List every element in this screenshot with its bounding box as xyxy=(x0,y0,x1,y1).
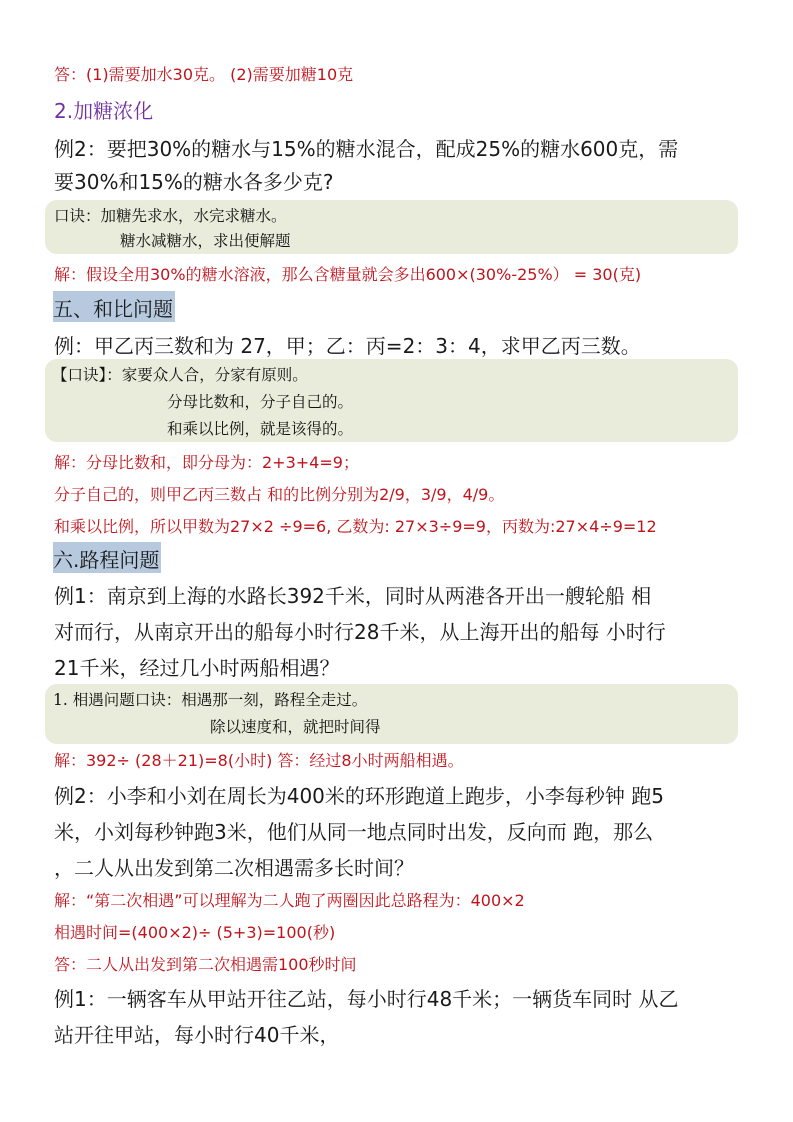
example-3-line: 站开往甲站，每小时行40千米， xyxy=(54,1023,340,1047)
example-1-line: 对而行，从南京开出的船每小时行28千米，从上海开出的船每 小时行 xyxy=(54,620,666,644)
mnemonic-line: 分母比数和，分子自己的。 xyxy=(167,393,354,411)
section-title: 六.路程问题 xyxy=(53,542,161,573)
solution-line: 分子自己的，则甲乙丙三数占 和的比例分别为2/9，3/9，4/9。 xyxy=(54,485,505,504)
mnemonic-line: 除以速度和，就把时间得 xyxy=(210,718,381,736)
solution-line: 和乘以比例，所以甲数为27×2 ÷9=6, 乙数为: 27×3÷9=9，丙数为:27×4÷9=12 xyxy=(54,517,657,536)
section-heading-sum-ratio xyxy=(53,291,175,322)
mnemonic-line: 和乘以比例，就是该得的。 xyxy=(167,420,354,438)
section-title: 五、和比问题 xyxy=(53,291,175,322)
solution-text: 解：392÷ (28＋21)=8(小时) 答：经过8小时两船相遇。 xyxy=(54,751,464,770)
example-2-line-2: 要30%和15%的糖水各多少克? xyxy=(54,170,334,194)
example-3-line: 例1：一辆客车从甲站开往乙站，每小时行48千米；一辆货车同时 从乙 xyxy=(54,987,679,1011)
mnemonic-line: 1. 相遇问题口诀：相遇那一刻，路程全走过。 xyxy=(53,691,368,709)
example-2-line: 例2：小李和小刘在周长为400米的环形跑道上跑步，小李每秒钟 跑5 xyxy=(54,784,664,808)
solution-line: 解：“第二次相遇”可以理解为二人跑了两圈因此总路程为：400×2 xyxy=(54,891,525,910)
mnemonic-box-meeting xyxy=(45,684,738,744)
solution-line: 答：二人从出发到第二次相遇需100秒时间 xyxy=(54,955,357,974)
example-1-line: 例1：南京到上海的水路长392千米，同时从两港各开出一艘轮船 相 xyxy=(54,584,652,608)
solution-line: 相遇时间=(400×2)÷ (5+3)=100(秒) xyxy=(54,923,336,942)
mnemonic-box-sum-ratio xyxy=(45,359,738,442)
example-2-line: ，二人从出发到第二次相遇需多长时间？ xyxy=(54,856,414,880)
mnemonic-line: 糖水减糖水，求出便解题 xyxy=(120,232,291,250)
mnemonic-line: 口诀：加糖先求水，水完求糖水。 xyxy=(54,207,287,225)
answer-text: 答：(1)需要加水30克。 (2)需要加糖10克 xyxy=(54,65,354,84)
example-1-line: 21千米，经过几小时两船相遇？ xyxy=(54,656,340,680)
example-sum-ratio: 例：甲乙丙三数和为 27，甲；乙：丙=2：3：4，求甲乙丙三数。 xyxy=(54,334,641,358)
mnemonic-box-sugar xyxy=(45,200,738,254)
subheading-add-sugar: 2.加糖浓化 xyxy=(54,99,154,123)
solution-line: 解：分母比数和，即分母为：2+3+4=9； xyxy=(54,453,359,472)
solution-text: 解：假设全用30%的糖水溶液，那么含糖量就会多出600×(30%-25%） = 30(克) xyxy=(54,265,642,284)
mnemonic-line: 【口诀】：家要众人合，分家有原则。 xyxy=(52,366,308,384)
example-2-line: 米，小刘每秒钟跑3米，他们从同一地点同时出发，反向而 跑，那么 xyxy=(54,820,654,844)
section-heading-distance xyxy=(53,542,161,573)
example-2-line-1: 例2：要把30%的糖水与15%的糖水混合，配成25%的糖水600克，需 xyxy=(54,137,679,161)
